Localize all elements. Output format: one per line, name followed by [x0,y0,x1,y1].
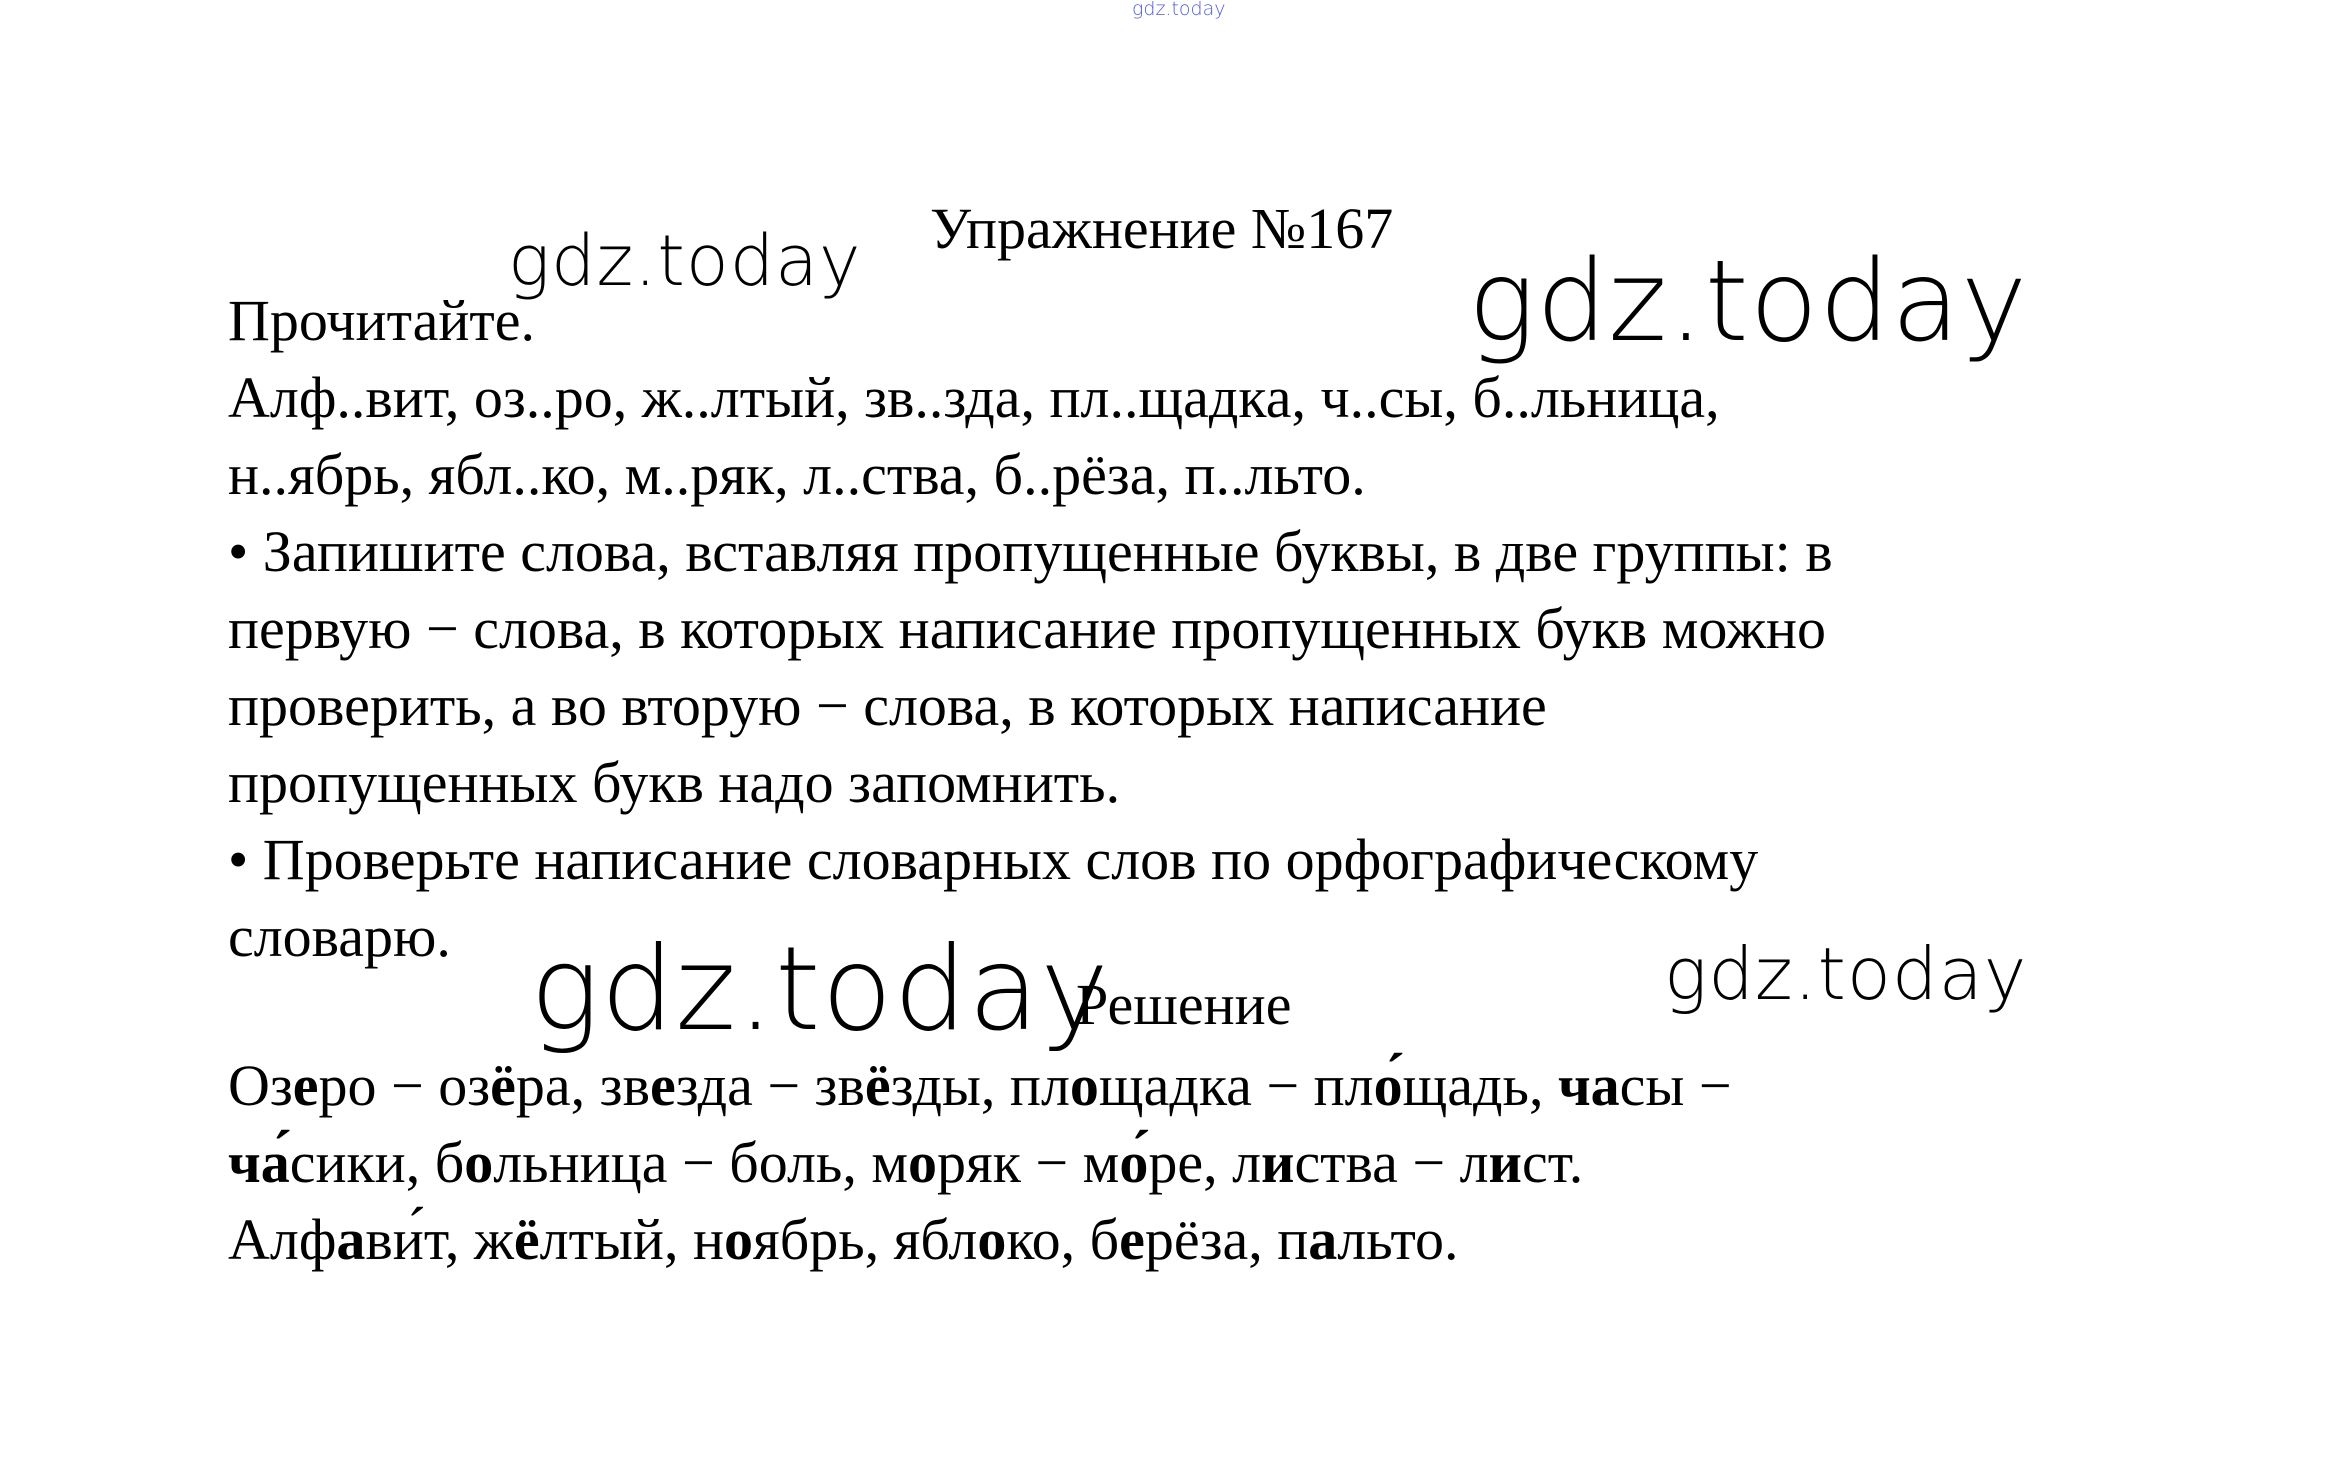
exercise-line: • Запишите слова, вставляя пропущенные буквы, в две группы: в [228,519,1833,584]
watermark: gdz.today [1664,932,2028,1016]
solution-segment: льто. [1337,1207,1459,1272]
solution-segment: рёза, п [1144,1207,1309,1272]
highlighted-letter: а [1308,1207,1338,1272]
watermark: gdz.today [508,220,862,302]
watermark-top: gdz.today [1132,0,1226,20]
solution-segment: ви́ [365,1207,424,1272]
watermark: gdz.today [530,922,1110,1057]
solution-text [228,1047,1732,1278]
solution-line [228,1047,1732,1124]
highlighted-letter: о́ [1373,1053,1403,1118]
exercise-line: проверить, а во вторую − слова, в которых написание [228,673,1547,738]
exercise-line: н..ябрь, ябл..ко, м..ряк, л..ства, б..рёза, п..льто. [228,442,1366,507]
solution-segment: льница − боль, м [493,1130,909,1195]
solution-segment: ко, б [1006,1207,1120,1272]
solution-segment: ряк − м [937,1130,1120,1195]
highlighted-letter: и [1261,1130,1295,1195]
solution-segment: Алф [228,1207,337,1272]
exercise-line: • Проверьте написание словарных слов по орфографическому [228,827,1759,892]
highlighted-letter: о́ [1119,1130,1149,1195]
solution-title: Решение [1076,972,1292,1037]
highlighted-letter: ё [490,1053,516,1118]
solution-segment: щадь, [1402,1053,1558,1118]
highlighted-letter: ё [513,1207,540,1272]
highlighted-letter: о [724,1207,754,1272]
solution-line [228,1124,1732,1201]
highlighted-letter: о [1069,1053,1099,1118]
solution-segment: щадка − пл [1098,1053,1374,1118]
highlighted-letter: е [1119,1207,1145,1272]
solution-segment: ро − оз [318,1053,491,1118]
highlighted-letter: е [292,1053,319,1118]
highlighted-letter: е [649,1053,676,1118]
solution-segment: Оз [228,1053,293,1118]
highlighted-letter: о [464,1130,494,1195]
exercise-text [228,282,1833,975]
solution-segment: зды, пл [890,1053,1070,1118]
solution-segment: ре, л [1148,1130,1262,1195]
solution-segment: ст. [1521,1130,1584,1195]
highlighted-letter: а [1590,1053,1620,1118]
watermark: gdz.today [1468,237,2029,367]
exercise-line: словарю. [228,904,451,969]
highlighted-letter: и [1488,1130,1522,1195]
solution-segment: ябрь, ябл [753,1207,978,1272]
highlighted-letter: о [908,1130,938,1195]
solution-segment: зда − зв [675,1053,865,1118]
highlighted-letter: ё [864,1053,891,1118]
solution-segment: лтый, н [539,1207,725,1272]
highlighted-letter: а [336,1207,366,1272]
solution-segment: сы − [1619,1053,1732,1118]
solution-segment: ра, зв [515,1053,650,1118]
exercise-line: пропущенных букв надо запомнить. [228,750,1121,815]
exercise-line: Алф..вит, оз..ро, ж..лтый, зв..зда, пл..щадка, ч..сы, б..льница, [228,365,1720,430]
solution-segment: ства − л [1294,1130,1489,1195]
solution-line [228,1201,1732,1278]
exercise-line: Прочитайте. [228,288,536,353]
solution-segment: т, ж [423,1207,514,1272]
highlighted-letter: о [977,1207,1007,1272]
exercise-line: первую − слова, в которых написание пропущенных букв можно [228,596,1827,661]
exercise-title: Упражнение №167 [930,196,1394,261]
highlighted-letter: ч [1557,1053,1591,1118]
highlighted-letter: ча́ [228,1130,290,1195]
solution-segment: сики, б [289,1130,465,1195]
